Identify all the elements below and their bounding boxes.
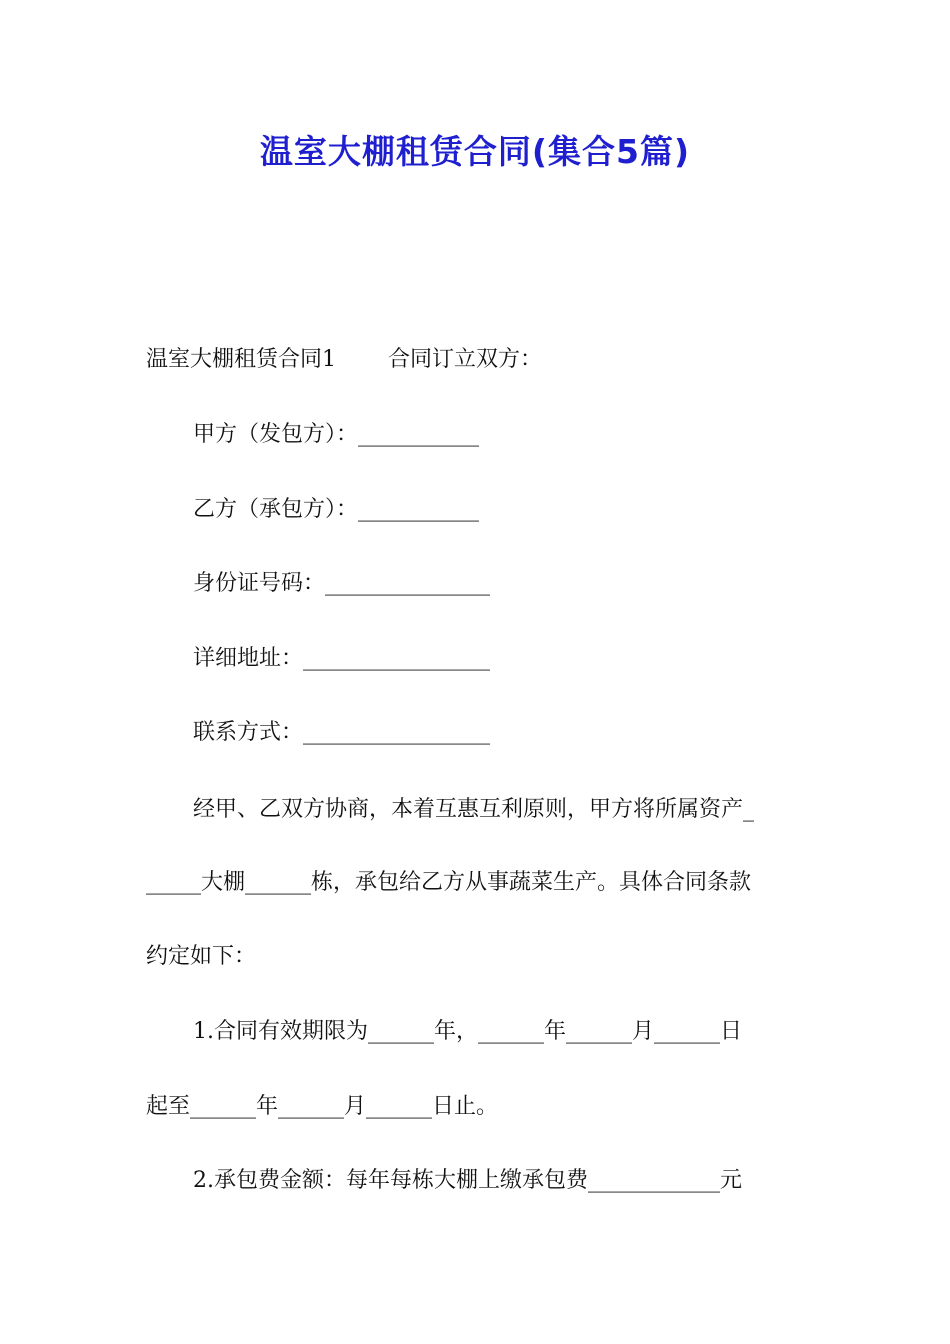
- clause-1-line: 1.合同有效期限为______年，______年______月______日: [193, 1019, 742, 1044]
- paragraph-line: 约定如下：: [146, 944, 257, 969]
- contact-field: 联系方式：_________________: [193, 720, 491, 745]
- clause-1-line: 起至______年______月______日止。: [146, 1094, 499, 1119]
- contract-number-label: 温室大棚租赁合同1: [146, 347, 336, 372]
- document-title: 温室大棚租赁合同(集合5篇): [259, 132, 691, 171]
- paragraph-line: _____大棚______栋，承包给乙方从事蔬菜生产。具体合同条款: [146, 870, 752, 895]
- address-field: 详细地址：_________________: [193, 646, 491, 671]
- party-b-field: 乙方（承包方）：___________: [193, 497, 480, 522]
- contract-heading-line: [146, 345, 810, 375]
- clause-2-line: 2.承包费金额：每年每栋大棚上缴承包费____________元: [193, 1168, 742, 1193]
- contract-parties-label: 合同订立双方：: [388, 347, 543, 372]
- party-a-field: 甲方（发包方）：___________: [193, 422, 480, 447]
- paragraph-line: 经甲、乙双方协商，本着互惠互利原则，甲方将所属资产_: [193, 797, 755, 822]
- id-number-field: 身份证号码：_______________: [193, 571, 491, 596]
